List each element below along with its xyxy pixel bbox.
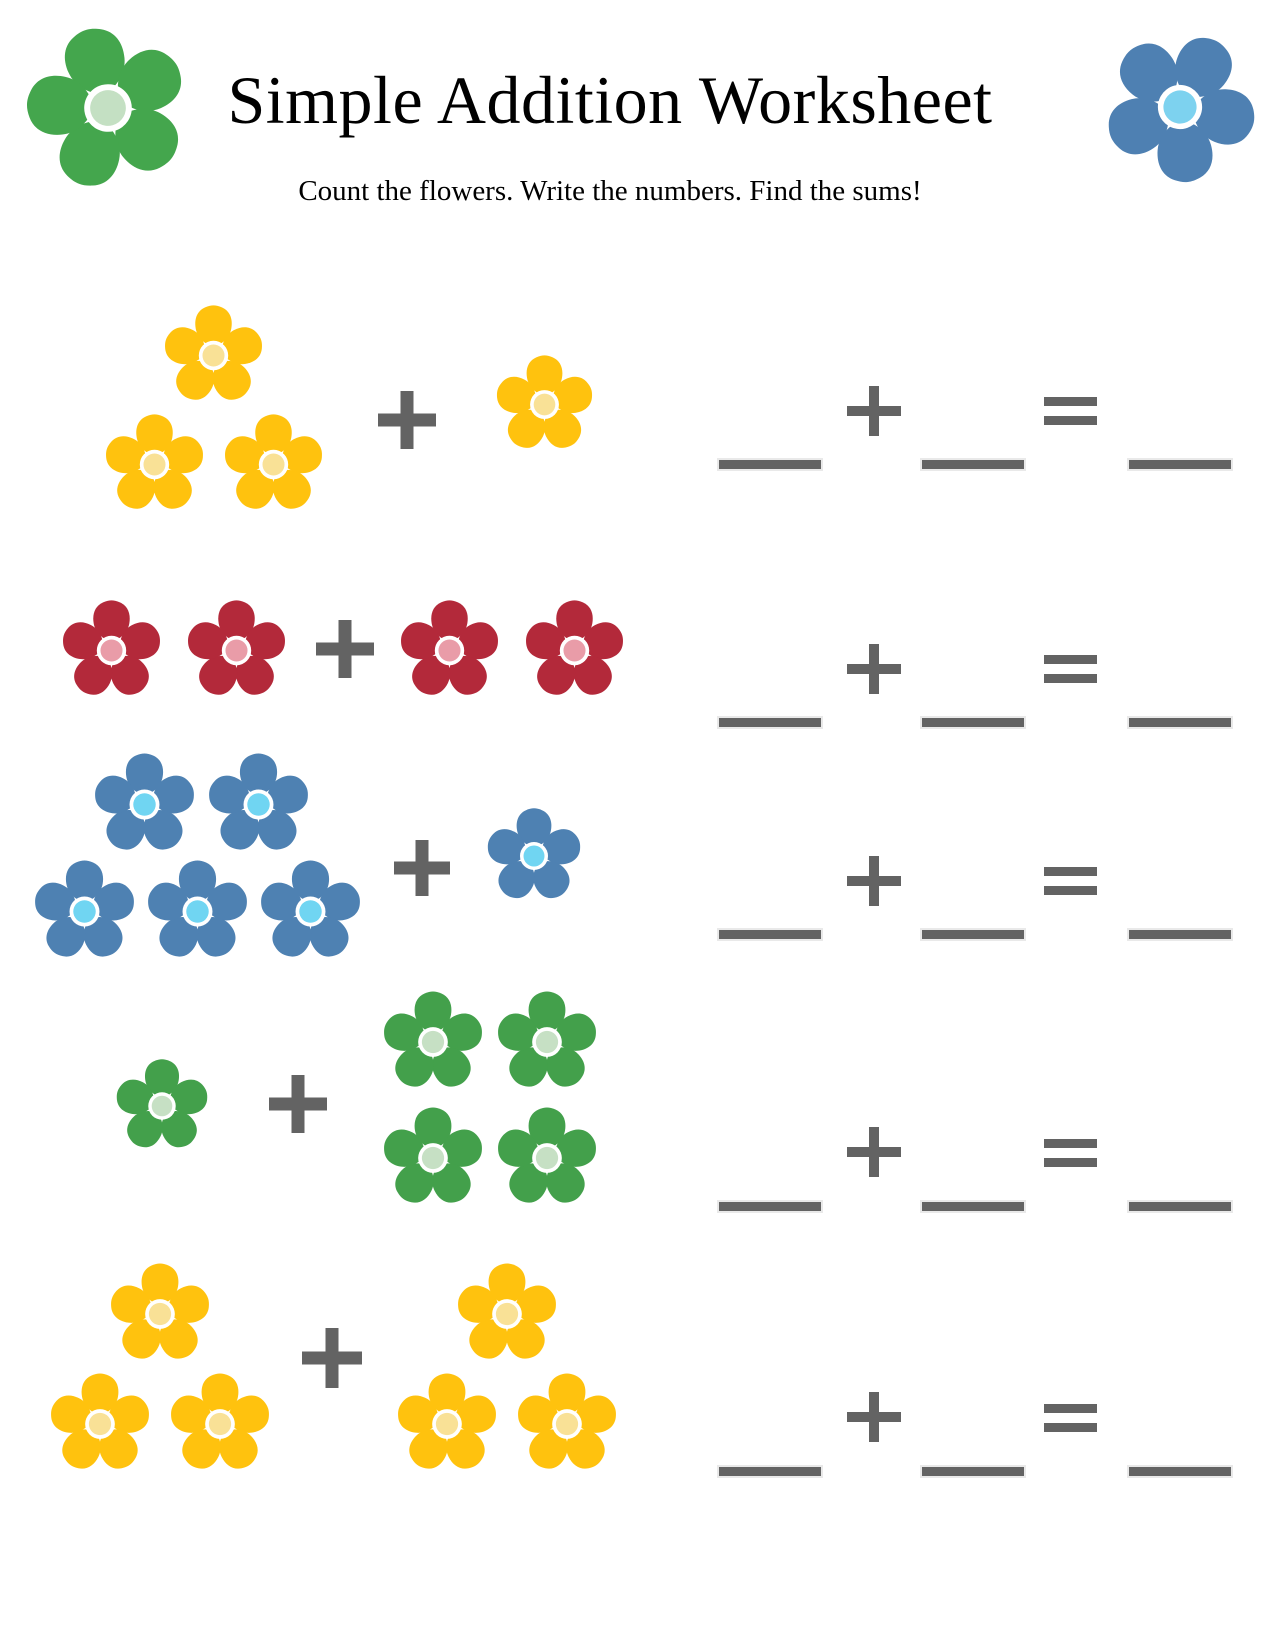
- green-flower-icon: [494, 1105, 600, 1216]
- yellow-flower-icon: [107, 1261, 213, 1372]
- equation-plus-icon: [847, 1392, 901, 1442]
- answer-blank-1[interactable]: [719, 1202, 821, 1211]
- yellow-flower-icon: [47, 1371, 153, 1482]
- blue-flower-icon: [91, 751, 198, 863]
- yellow-flower-icon: [454, 1261, 560, 1372]
- answer-blank-1[interactable]: [719, 1467, 821, 1476]
- red-flower-icon: [522, 598, 627, 708]
- blue-flower-icon: [31, 858, 138, 970]
- equation-plus-icon: [847, 856, 901, 906]
- equation-equals-icon: [1044, 655, 1097, 683]
- answer-blank-1[interactable]: [719, 930, 821, 939]
- equation-equals-icon: [1044, 1404, 1097, 1432]
- answer-blank-2[interactable]: [922, 718, 1024, 727]
- blue-flower-icon: [257, 858, 364, 970]
- page-subtitle: Count the flowers. Write the numbers. Find the sums!: [298, 175, 922, 207]
- yellow-flower-icon: [514, 1371, 620, 1482]
- equation-equals-icon: [1044, 1139, 1097, 1167]
- yellow-flower-icon: [394, 1371, 500, 1482]
- green-flower-icon: [113, 1057, 211, 1160]
- page-title: Simple Addition Worksheet: [227, 62, 993, 138]
- yellow-flower-icon: [161, 303, 266, 413]
- blue-flower-icon: [144, 858, 251, 970]
- plus-icon: [269, 1075, 327, 1133]
- red-flower-icon: [59, 598, 164, 708]
- answer-blank-3[interactable]: [1129, 718, 1231, 727]
- answer-blank-1[interactable]: [719, 460, 821, 469]
- yellow-flower-icon: [167, 1371, 273, 1482]
- green-flower-icon: [380, 989, 486, 1100]
- red-flower-icon: [397, 598, 502, 708]
- answer-blank-2[interactable]: [922, 930, 1024, 939]
- answer-blank-3[interactable]: [1129, 1202, 1231, 1211]
- answer-blank-2[interactable]: [922, 1202, 1024, 1211]
- yellow-flower-icon: [102, 412, 207, 522]
- blue-flower-icon: [205, 751, 312, 863]
- green-flower-icon: [380, 1105, 486, 1216]
- equation-equals-icon: [1044, 397, 1097, 425]
- yellow-flower-icon: [493, 353, 596, 461]
- plus-icon: [394, 840, 450, 896]
- equation-plus-icon: [847, 644, 901, 694]
- answer-blank-3[interactable]: [1129, 460, 1231, 469]
- answer-blank-1[interactable]: [719, 718, 821, 727]
- blue-flower-icon: [484, 806, 584, 911]
- yellow-flower-icon: [221, 412, 326, 522]
- equation-equals-icon: [1044, 867, 1097, 895]
- answer-blank-3[interactable]: [1129, 930, 1231, 939]
- plus-icon: [302, 1328, 362, 1388]
- plus-icon: [316, 620, 374, 678]
- equation-plus-icon: [847, 386, 901, 436]
- answer-blank-3[interactable]: [1129, 1467, 1231, 1476]
- green-flower-icon: [494, 989, 600, 1100]
- plus-icon: [378, 391, 436, 449]
- answer-blank-2[interactable]: [922, 1467, 1024, 1476]
- red-flower-icon: [184, 598, 289, 708]
- equation-plus-icon: [847, 1127, 901, 1177]
- answer-blank-2[interactable]: [922, 460, 1024, 469]
